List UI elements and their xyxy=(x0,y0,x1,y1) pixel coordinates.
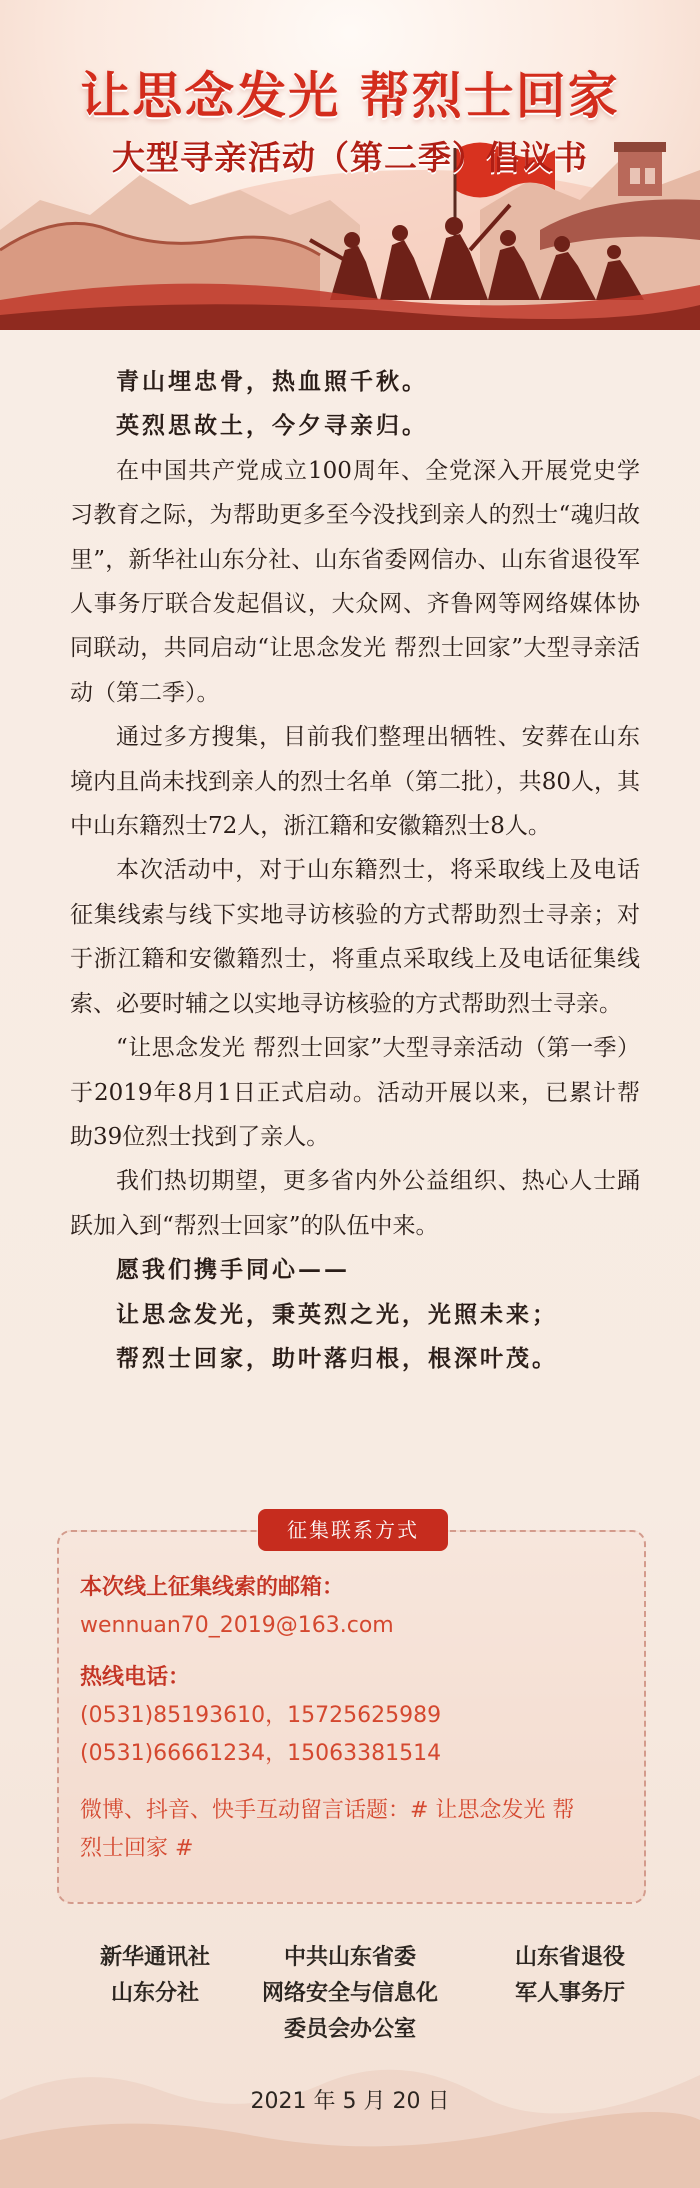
issue-date: 2021 年 5 月 20 日 xyxy=(250,2089,450,2114)
org-name-line: 军人事务厅 xyxy=(514,1981,625,2006)
body-paragraph: 通过多方搜集，目前我们整理出牺牲、安葬在山东境内且尚未找到亲人的烈士名单（第二批），共80人，其中山东籍烈士72人，浙江籍和安徽籍烈士8人。 xyxy=(70,724,640,840)
page-subtitle: 大型寻亲活动（第二季）倡议书 xyxy=(112,138,588,177)
email-label: 本次线上征集线索的邮箱： xyxy=(80,1575,345,1600)
closing-line: 愿我们携手同心—— xyxy=(116,1256,350,1284)
hotline-label: 热线电话： xyxy=(80,1665,191,1690)
verse-line: 青山埋忠骨，热血照千秋。 xyxy=(116,368,428,395)
topic-line-2: 烈士回家 # xyxy=(80,1836,194,1861)
org-name-line: 山东省退役 xyxy=(514,1945,625,1970)
closing-line: 让思念发光，秉英烈之光，光照未来； xyxy=(116,1300,558,1328)
body-paragraph: “让思念发光 帮烈士回家”大型寻亲活动（第一季）于2019年8月1日正式启动。活动开展以来，已累计帮助39位烈士找到了亲人。 xyxy=(70,1035,640,1150)
closing-line: 帮烈士回家，助叶落归根，根深叶茂。 xyxy=(116,1344,558,1372)
contact-tag: 征集联系方式 xyxy=(258,1509,448,1551)
org-name-line: 网络安全与信息化 xyxy=(261,1981,438,2006)
organization-veterans-affairs xyxy=(490,1940,650,2012)
org-name-line: 新华通讯社 xyxy=(99,1945,210,1970)
organization-xinhua xyxy=(70,1940,240,2012)
hotline-phone-2[interactable]: (0531)66661234，15063381514 xyxy=(80,1741,442,1766)
hotline-phone-1[interactable]: (0531)85193610，15725625989 xyxy=(80,1703,442,1728)
body-paragraph: 我们热切期望，更多省内外公益组织、热心人士踊跃加入到“帮烈士回家”的队伍中来。 xyxy=(70,1168,640,1239)
header-banner xyxy=(0,0,700,330)
proposal-body xyxy=(70,360,640,1381)
body-paragraph: 在中国共产党成立100周年、全党深入开展党史学习教育之际，为帮助更多至今没找到亲人的烈士“魂归故里”，新华社山东分社、山东省委网信办、山东省退役军人事务厅联合发起倡议，大众网、齐鲁网等网络媒体协同联动，共同启动“让思念发光 帮烈士回家”大型寻亲活动（第二季）。 xyxy=(70,457,640,706)
org-name-line: 山东分社 xyxy=(110,1981,199,2006)
verse-line: 英烈思故土，今夕寻亲归。 xyxy=(116,412,428,440)
page-title: 让思念发光 帮烈士回家 xyxy=(80,67,620,125)
topic-line-1: 微博、抖音、快手互动留言话题：# 让思念发光 帮 xyxy=(80,1798,575,1823)
email-link[interactable]: wennuan70_2019@163.com xyxy=(80,1613,394,1638)
org-name-line: 中共山东省委 xyxy=(283,1945,416,1970)
body-paragraph: 本次活动中，对于山东籍烈士，将采取线上及电话征集线索与线下实地寻访核验的方式帮助烈士寻亲；对于浙江籍和安徽籍烈士，将重点采取线上及电话征集线索、必要时辅之以实地寻访核验的方式帮助烈士寻亲。 xyxy=(70,857,640,1017)
org-name-line: 委员会办公室 xyxy=(283,2017,416,2042)
